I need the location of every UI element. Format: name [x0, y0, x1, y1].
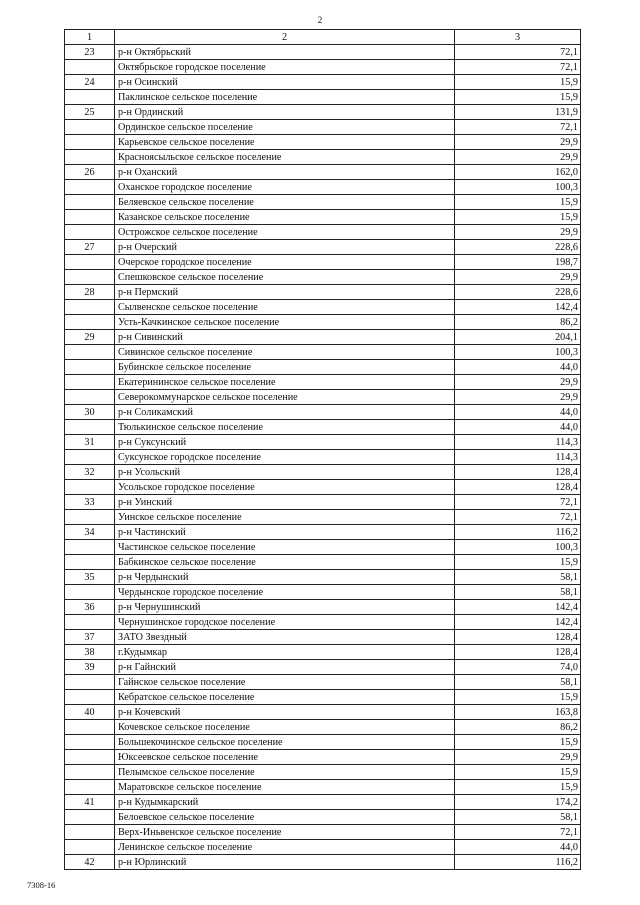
row-name-cell: р-н Суксунский	[115, 435, 455, 450]
row-name-cell: Бубинское сельское поселение	[115, 360, 455, 375]
row-number-cell	[65, 315, 115, 330]
row-value-cell: 228,6	[455, 285, 581, 300]
table-row	[65, 285, 581, 300]
row-name-cell: Маратовское сельское поселение	[115, 780, 455, 795]
row-value-cell: 58,1	[455, 570, 581, 585]
table-row	[65, 795, 581, 810]
row-number-cell	[65, 450, 115, 465]
table-row	[65, 645, 581, 660]
row-number-cell	[65, 135, 115, 150]
table-row	[65, 735, 581, 750]
table-row	[65, 360, 581, 375]
row-number-cell: 26	[65, 165, 115, 180]
table-row	[65, 465, 581, 480]
row-value-cell: 131,9	[455, 105, 581, 120]
row-value-cell: 15,9	[455, 735, 581, 750]
table-row	[65, 825, 581, 840]
row-value-cell: 72,1	[455, 60, 581, 75]
table-row	[65, 660, 581, 675]
row-name-cell: Чердынское городское поселение	[115, 585, 455, 600]
row-name-cell: Острожское сельское поселение	[115, 225, 455, 240]
row-name-cell: Большекочинское сельское поселение	[115, 735, 455, 750]
table-row	[65, 75, 581, 90]
row-value-cell: 44,0	[455, 360, 581, 375]
row-value-cell: 44,0	[455, 405, 581, 420]
row-name-cell: Красноясыльское сельское поселение	[115, 150, 455, 165]
row-name-cell: Очерское городское поселение	[115, 255, 455, 270]
row-value-cell: 15,9	[455, 195, 581, 210]
column-header-name: 2	[115, 30, 455, 45]
table-row	[65, 300, 581, 315]
row-name-cell: Екатерининское сельское поселение	[115, 375, 455, 390]
row-number-cell	[65, 345, 115, 360]
row-value-cell: 15,9	[455, 75, 581, 90]
row-value-cell: 44,0	[455, 840, 581, 855]
row-value-cell: 29,9	[455, 375, 581, 390]
row-name-cell: р-н Кочевский	[115, 705, 455, 720]
row-value-cell: 29,9	[455, 390, 581, 405]
row-number-cell	[65, 420, 115, 435]
row-name-cell: р-н Пермский	[115, 285, 455, 300]
row-name-cell: Усть-Качкинское сельское поселение	[115, 315, 455, 330]
table-row	[65, 855, 581, 870]
table-row	[65, 750, 581, 765]
row-value-cell: 100,3	[455, 180, 581, 195]
row-name-cell: Кочевское сельское поселение	[115, 720, 455, 735]
row-name-cell: Спешковское сельское поселение	[115, 270, 455, 285]
table-row	[65, 780, 581, 795]
row-name-cell: Гайнское сельское поселение	[115, 675, 455, 690]
row-name-cell: Суксунское городское поселение	[115, 450, 455, 465]
row-number-cell: 40	[65, 705, 115, 720]
row-value-cell: 114,3	[455, 435, 581, 450]
row-name-cell: Тюлькинское сельское поселение	[115, 420, 455, 435]
row-number-cell	[65, 555, 115, 570]
table-row	[65, 345, 581, 360]
row-number-cell	[65, 375, 115, 390]
row-name-cell: р-н Ординский	[115, 105, 455, 120]
row-value-cell: 228,6	[455, 240, 581, 255]
row-value-cell: 15,9	[455, 555, 581, 570]
row-value-cell: 72,1	[455, 510, 581, 525]
table-row	[65, 255, 581, 270]
row-value-cell: 142,4	[455, 615, 581, 630]
row-number-cell	[65, 810, 115, 825]
row-value-cell: 174,2	[455, 795, 581, 810]
row-number-cell	[65, 480, 115, 495]
row-number-cell	[65, 90, 115, 105]
row-value-cell: 72,1	[455, 45, 581, 60]
row-number-cell	[65, 60, 115, 75]
table-row	[65, 675, 581, 690]
row-value-cell: 128,4	[455, 465, 581, 480]
table-row	[65, 150, 581, 165]
row-number-cell: 24	[65, 75, 115, 90]
column-header-value: 3	[455, 30, 581, 45]
table-body	[65, 45, 581, 870]
row-value-cell: 29,9	[455, 135, 581, 150]
page-number: 2	[317, 15, 323, 25]
table-row	[65, 330, 581, 345]
row-number-cell	[65, 270, 115, 285]
table-row	[65, 600, 581, 615]
row-name-cell: Октябрьское городское поселение	[115, 60, 455, 75]
table-row	[65, 105, 581, 120]
table-row	[65, 555, 581, 570]
row-value-cell: 15,9	[455, 690, 581, 705]
row-number-cell	[65, 195, 115, 210]
document-code: 7308-16	[27, 880, 56, 890]
table-row	[65, 135, 581, 150]
row-name-cell: Юксеевское сельское поселение	[115, 750, 455, 765]
row-value-cell: 44,0	[455, 420, 581, 435]
table-row	[65, 405, 581, 420]
row-name-cell: Ординское сельское поселение	[115, 120, 455, 135]
row-value-cell: 204,1	[455, 330, 581, 345]
row-name-cell: Карьевское сельское поселение	[115, 135, 455, 150]
row-value-cell: 163,8	[455, 705, 581, 720]
row-value-cell: 128,4	[455, 480, 581, 495]
row-name-cell: Усольское городское поселение	[115, 480, 455, 495]
row-value-cell: 100,3	[455, 345, 581, 360]
row-value-cell: 128,4	[455, 630, 581, 645]
row-value-cell: 100,3	[455, 540, 581, 555]
row-value-cell: 58,1	[455, 810, 581, 825]
row-value-cell: 74,0	[455, 660, 581, 675]
row-name-cell: Ленинское сельское поселение	[115, 840, 455, 855]
row-value-cell: 15,9	[455, 210, 581, 225]
row-value-cell: 15,9	[455, 765, 581, 780]
row-value-cell: 29,9	[455, 750, 581, 765]
row-number-cell	[65, 540, 115, 555]
row-number-cell: 25	[65, 105, 115, 120]
row-value-cell: 58,1	[455, 585, 581, 600]
row-name-cell: Казанское сельское поселение	[115, 210, 455, 225]
table-row	[65, 495, 581, 510]
table-row	[65, 165, 581, 180]
row-value-cell: 116,2	[455, 855, 581, 870]
table-row	[65, 810, 581, 825]
row-name-cell: р-н Уинский	[115, 495, 455, 510]
row-value-cell: 29,9	[455, 270, 581, 285]
row-name-cell: р-н Оханский	[115, 165, 455, 180]
row-value-cell: 142,4	[455, 600, 581, 615]
table-row	[65, 450, 581, 465]
table-row	[65, 90, 581, 105]
row-value-cell: 142,4	[455, 300, 581, 315]
row-number-cell	[65, 780, 115, 795]
row-number-cell	[65, 690, 115, 705]
table-header-row	[65, 30, 581, 45]
row-name-cell: Частинское сельское поселение	[115, 540, 455, 555]
table-row	[65, 630, 581, 645]
table-row	[65, 720, 581, 735]
row-number-cell	[65, 765, 115, 780]
row-name-cell: р-н Соликамский	[115, 405, 455, 420]
row-value-cell: 58,1	[455, 675, 581, 690]
row-number-cell: 23	[65, 45, 115, 60]
row-name-cell: Пелымское сельское поселение	[115, 765, 455, 780]
row-value-cell: 29,9	[455, 225, 581, 240]
row-number-cell	[65, 255, 115, 270]
row-name-cell: Северокоммунарское сельское поселение	[115, 390, 455, 405]
row-number-cell: 41	[65, 795, 115, 810]
row-name-cell: р-н Сивинский	[115, 330, 455, 345]
row-name-cell: р-н Гайнский	[115, 660, 455, 675]
row-value-cell: 114,3	[455, 450, 581, 465]
row-name-cell: р-н Усольский	[115, 465, 455, 480]
row-number-cell	[65, 735, 115, 750]
table-row	[65, 60, 581, 75]
row-number-cell: 34	[65, 525, 115, 540]
row-name-cell: г.Кудымкар	[115, 645, 455, 660]
row-number-cell: 29	[65, 330, 115, 345]
table-row	[65, 510, 581, 525]
row-value-cell: 72,1	[455, 120, 581, 135]
table-row	[65, 435, 581, 450]
table-row	[65, 45, 581, 60]
table-row	[65, 375, 581, 390]
row-value-cell: 72,1	[455, 495, 581, 510]
row-value-cell: 86,2	[455, 315, 581, 330]
row-name-cell: Уинское сельское поселение	[115, 510, 455, 525]
table-row	[65, 315, 581, 330]
row-value-cell: 72,1	[455, 825, 581, 840]
row-name-cell: Сивинское сельское поселение	[115, 345, 455, 360]
row-number-cell: 42	[65, 855, 115, 870]
row-name-cell: р-н Октябрьский	[115, 45, 455, 60]
table-row	[65, 180, 581, 195]
table-row	[65, 705, 581, 720]
row-name-cell: р-н Чердынский	[115, 570, 455, 585]
table-row	[65, 840, 581, 855]
row-number-cell	[65, 150, 115, 165]
row-number-cell	[65, 390, 115, 405]
row-number-cell: 31	[65, 435, 115, 450]
row-value-cell: 15,9	[455, 780, 581, 795]
table-row	[65, 585, 581, 600]
row-name-cell: Беляевское сельское поселение	[115, 195, 455, 210]
row-number-cell: 35	[65, 570, 115, 585]
row-number-cell	[65, 225, 115, 240]
table-row	[65, 270, 581, 285]
table-row	[65, 480, 581, 495]
row-number-cell	[65, 510, 115, 525]
row-number-cell	[65, 300, 115, 315]
row-number-cell: 33	[65, 495, 115, 510]
row-name-cell: Сылвенское сельское поселение	[115, 300, 455, 315]
row-number-cell: 37	[65, 630, 115, 645]
row-number-cell	[65, 750, 115, 765]
table-row	[65, 570, 581, 585]
row-number-cell	[65, 840, 115, 855]
table-row	[65, 540, 581, 555]
row-number-cell: 39	[65, 660, 115, 675]
row-number-cell: 38	[65, 645, 115, 660]
allocation-table	[64, 29, 581, 870]
row-number-cell	[65, 615, 115, 630]
row-value-cell: 162,0	[455, 165, 581, 180]
row-number-cell	[65, 675, 115, 690]
row-value-cell: 128,4	[455, 645, 581, 660]
row-number-cell	[65, 360, 115, 375]
row-number-cell: 36	[65, 600, 115, 615]
row-name-cell: р-н Очерский	[115, 240, 455, 255]
table-row	[65, 240, 581, 255]
table-row	[65, 210, 581, 225]
row-number-cell: 32	[65, 465, 115, 480]
column-header-number: 1	[65, 30, 115, 45]
row-number-cell	[65, 210, 115, 225]
row-value-cell: 198,7	[455, 255, 581, 270]
table-row	[65, 690, 581, 705]
table-row	[65, 120, 581, 135]
row-name-cell: Верх-Иньвенское сельское поселение	[115, 825, 455, 840]
row-number-cell	[65, 585, 115, 600]
row-number-cell	[65, 180, 115, 195]
row-name-cell: ЗАТО Звездный	[115, 630, 455, 645]
row-value-cell: 86,2	[455, 720, 581, 735]
row-number-cell: 27	[65, 240, 115, 255]
row-name-cell: Паклинское сельское поселение	[115, 90, 455, 105]
row-number-cell: 30	[65, 405, 115, 420]
row-name-cell: р-н Частинский	[115, 525, 455, 540]
table-row	[65, 765, 581, 780]
table-row	[65, 525, 581, 540]
table-row	[65, 615, 581, 630]
row-name-cell: Кебратское сельское поселение	[115, 690, 455, 705]
row-name-cell: р-н Юрлинский	[115, 855, 455, 870]
table-row	[65, 390, 581, 405]
table-row	[65, 225, 581, 240]
row-name-cell: р-н Чернушинский	[115, 600, 455, 615]
row-number-cell	[65, 825, 115, 840]
row-value-cell: 15,9	[455, 90, 581, 105]
row-value-cell: 116,2	[455, 525, 581, 540]
row-value-cell: 29,9	[455, 150, 581, 165]
row-number-cell	[65, 720, 115, 735]
row-name-cell: Оханское городское поселение	[115, 180, 455, 195]
row-name-cell: Белоевское сельское поселение	[115, 810, 455, 825]
row-number-cell	[65, 120, 115, 135]
row-name-cell: Чернушинское городское поселение	[115, 615, 455, 630]
row-number-cell: 28	[65, 285, 115, 300]
row-name-cell: Бабкинское сельское поселение	[115, 555, 455, 570]
table-row	[65, 420, 581, 435]
row-name-cell: р-н Осинский	[115, 75, 455, 90]
row-name-cell: р-н Кудымкарский	[115, 795, 455, 810]
table-row	[65, 195, 581, 210]
